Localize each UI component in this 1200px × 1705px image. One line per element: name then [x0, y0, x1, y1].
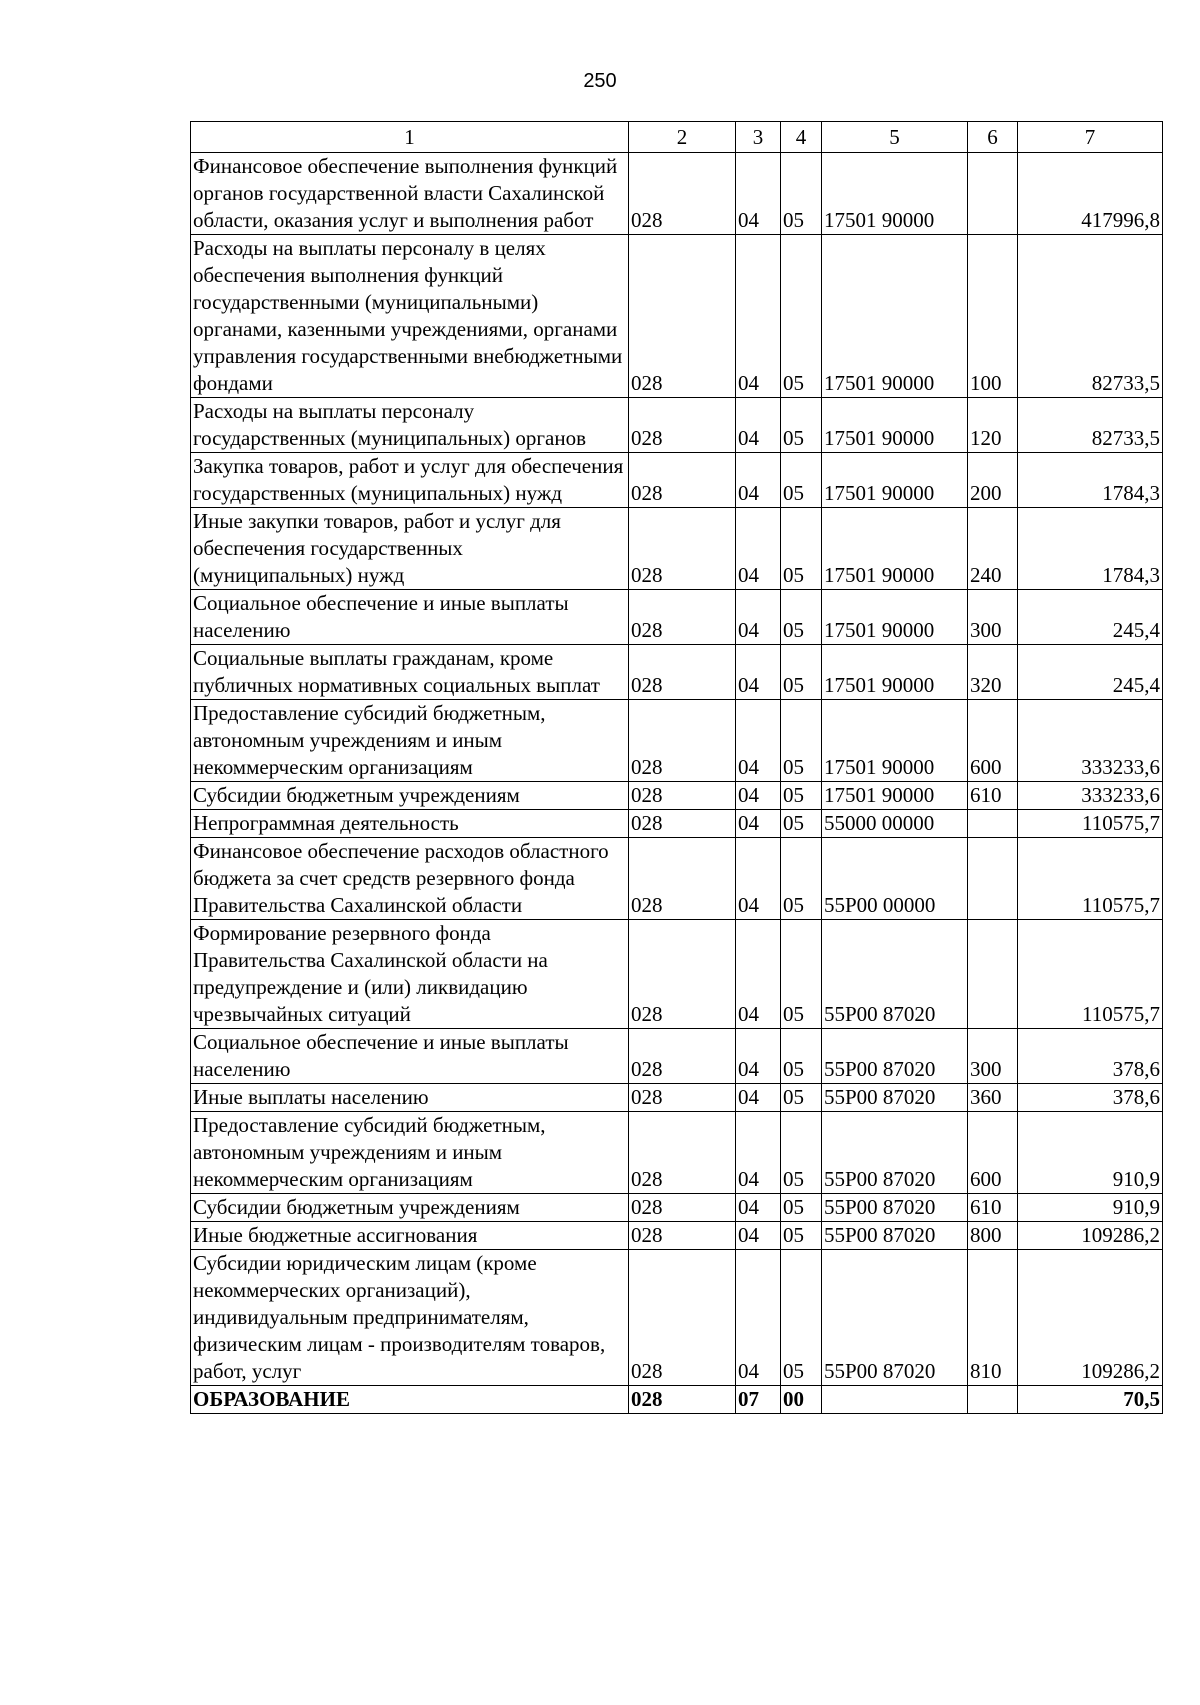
row-target-article-cell: 55Р00 00000 — [822, 838, 968, 920]
row-name-cell: Иные бюджетные ассигнования — [191, 1222, 629, 1250]
row-amount-cell: 109286,2 — [1018, 1222, 1163, 1250]
row-section-cell: 04 — [736, 920, 781, 1029]
row-name-cell: Социальные выплаты гражданам, кроме публичных нормативных социальных выплат — [191, 645, 629, 700]
table-row — [191, 398, 1163, 453]
row-section-cell: 04 — [736, 1222, 781, 1250]
column-header: 6 — [968, 122, 1018, 153]
row-name-cell: Финансовое обеспечение расходов областного бюджета за счет средств резервного фонда Правительства Сахалинской области — [191, 838, 629, 920]
row-target-article-cell: 55000 00000 — [822, 810, 968, 838]
table-row — [191, 1194, 1163, 1222]
row-expense-type-cell: 610 — [968, 1194, 1018, 1222]
row-subsection-cell: 05 — [781, 153, 822, 235]
row-expense-type-cell: 100 — [968, 235, 1018, 398]
row-section-cell: 04 — [736, 590, 781, 645]
row-section-cell: 04 — [736, 508, 781, 590]
row-name-cell: Формирование резервного фонда Правительства Сахалинской области на предупреждение и (или) ликвидацию чрезвычайных ситуаций — [191, 920, 629, 1029]
row-subsection-cell: 05 — [781, 1084, 822, 1112]
row-subsection-cell: 05 — [781, 1222, 822, 1250]
table-row — [191, 235, 1163, 398]
row-subsection-cell: 05 — [781, 782, 822, 810]
row-subsection-cell: 05 — [781, 590, 822, 645]
row-target-article-cell: 17501 90000 — [822, 398, 968, 453]
row-ved-cell: 028 — [629, 920, 736, 1029]
header-row — [191, 122, 1163, 153]
row-section-cell: 04 — [736, 645, 781, 700]
row-amount-cell: 110575,7 — [1018, 838, 1163, 920]
column-header: 2 — [629, 122, 736, 153]
row-ved-cell: 028 — [629, 1112, 736, 1194]
row-expense-type-cell: 300 — [968, 590, 1018, 645]
table-row — [191, 1112, 1163, 1194]
row-amount-cell: 1784,3 — [1018, 453, 1163, 508]
row-expense-type-cell: 360 — [968, 1084, 1018, 1112]
row-target-article-cell: 17501 90000 — [822, 235, 968, 398]
row-target-article-cell: 17501 90000 — [822, 645, 968, 700]
row-expense-type-cell — [968, 920, 1018, 1029]
row-section-cell: 04 — [736, 1084, 781, 1112]
row-expense-type-cell: 120 — [968, 398, 1018, 453]
table-row — [191, 508, 1163, 590]
row-ved-cell: 028 — [629, 398, 736, 453]
row-ved-cell: 028 — [629, 700, 736, 782]
row-section-cell: 04 — [736, 1029, 781, 1084]
row-name-cell: Закупка товаров, работ и услуг для обеспечения государственных (муниципальных) нужд — [191, 453, 629, 508]
row-amount-cell: 417996,8 — [1018, 153, 1163, 235]
budget-table — [190, 121, 1163, 1414]
table-row — [191, 920, 1163, 1029]
row-name-cell: Расходы на выплаты персоналу в целях обеспечения выполнения функций государственными (муниципальными) органами, казенными учреждениями, органами управления государственными внебюджетными фондами — [191, 235, 629, 398]
row-expense-type-cell: 320 — [968, 645, 1018, 700]
row-name-cell: Субсидии юридическим лицам (кроме некоммерческих организаций), индивидуальным предпринимателям, физическим лицам - производителям товаров, работ, услуг — [191, 1250, 629, 1386]
row-section-cell: 04 — [736, 453, 781, 508]
table-row — [191, 700, 1163, 782]
row-subsection-cell: 05 — [781, 235, 822, 398]
row-subsection-cell: 05 — [781, 920, 822, 1029]
row-ved-cell: 028 — [629, 1084, 736, 1112]
row-name-cell: Социальное обеспечение и иные выплаты населению — [191, 1029, 629, 1084]
row-name-cell: Предоставление субсидий бюджетным, автономным учреждениям и иным некоммерческим организациям — [191, 700, 629, 782]
row-amount-cell: 1784,3 — [1018, 508, 1163, 590]
row-target-article-cell: 17501 90000 — [822, 782, 968, 810]
row-name-cell: Расходы на выплаты персоналу государственных (муниципальных) органов — [191, 398, 629, 453]
row-ved-cell: 028 — [629, 782, 736, 810]
row-ved-cell: 028 — [629, 1029, 736, 1084]
table-row — [191, 782, 1163, 810]
row-target-article-cell: 17501 90000 — [822, 508, 968, 590]
row-name-cell: Предоставление субсидий бюджетным, автономным учреждениям и иным некоммерческим организациям — [191, 1112, 629, 1194]
row-subsection-cell: 05 — [781, 700, 822, 782]
row-target-article-cell: 55Р00 87020 — [822, 1222, 968, 1250]
row-section-cell: 07 — [736, 1386, 781, 1414]
row-expense-type-cell: 610 — [968, 782, 1018, 810]
row-subsection-cell: 05 — [781, 1194, 822, 1222]
row-section-cell: 04 — [736, 398, 781, 453]
row-subsection-cell: 05 — [781, 508, 822, 590]
row-amount-cell: 82733,5 — [1018, 235, 1163, 398]
row-target-article-cell: 55Р00 87020 — [822, 1112, 968, 1194]
table-row — [191, 453, 1163, 508]
row-subsection-cell: 05 — [781, 398, 822, 453]
table-row — [191, 810, 1163, 838]
row-target-article-cell: 55Р00 87020 — [822, 920, 968, 1029]
row-target-article-cell — [822, 1386, 968, 1414]
row-expense-type-cell: 600 — [968, 1112, 1018, 1194]
row-subsection-cell: 05 — [781, 810, 822, 838]
table-row — [191, 1222, 1163, 1250]
column-header: 3 — [736, 122, 781, 153]
column-header: 4 — [781, 122, 822, 153]
row-name-cell: Субсидии бюджетным учреждениям — [191, 1194, 629, 1222]
row-amount-cell: 109286,2 — [1018, 1250, 1163, 1386]
table-row — [191, 590, 1163, 645]
row-name-cell: Иные закупки товаров, работ и услуг для обеспечения государственных (муниципальных) нужд — [191, 508, 629, 590]
table-row — [191, 838, 1163, 920]
row-name-cell: Финансовое обеспечение выполнения функций органов государственной власти Сахалинской области, оказания услуг и выполнения работ — [191, 153, 629, 235]
column-header: 1 — [191, 122, 629, 153]
row-amount-cell: 110575,7 — [1018, 920, 1163, 1029]
row-amount-cell: 333233,6 — [1018, 700, 1163, 782]
row-section-cell: 04 — [736, 700, 781, 782]
row-expense-type-cell: 300 — [968, 1029, 1018, 1084]
column-header: 7 — [1018, 122, 1163, 153]
row-ved-cell: 028 — [629, 1250, 736, 1386]
row-amount-cell: 333233,6 — [1018, 782, 1163, 810]
row-name-cell: Социальное обеспечение и иные выплаты населению — [191, 590, 629, 645]
row-target-article-cell: 55Р00 87020 — [822, 1194, 968, 1222]
column-header: 5 — [822, 122, 968, 153]
row-ved-cell: 028 — [629, 645, 736, 700]
row-expense-type-cell: 810 — [968, 1250, 1018, 1386]
row-subsection-cell: 05 — [781, 453, 822, 508]
row-section-cell: 04 — [736, 1250, 781, 1386]
row-section-cell: 04 — [736, 838, 781, 920]
row-ved-cell: 028 — [629, 810, 736, 838]
row-amount-cell: 910,9 — [1018, 1112, 1163, 1194]
row-expense-type-cell: 240 — [968, 508, 1018, 590]
row-ved-cell: 028 — [629, 1222, 736, 1250]
row-expense-type-cell: 200 — [968, 453, 1018, 508]
row-amount-cell: 378,6 — [1018, 1029, 1163, 1084]
row-ved-cell: 028 — [629, 1194, 736, 1222]
row-amount-cell: 70,5 — [1018, 1386, 1163, 1414]
row-target-article-cell: 17501 90000 — [822, 153, 968, 235]
row-subsection-cell: 05 — [781, 838, 822, 920]
row-ved-cell: 028 — [629, 508, 736, 590]
row-section-cell: 04 — [736, 1112, 781, 1194]
table-body — [191, 122, 1163, 1414]
table-row — [191, 1029, 1163, 1084]
row-subsection-cell: 05 — [781, 1029, 822, 1084]
row-subsection-cell: 05 — [781, 1112, 822, 1194]
row-expense-type-cell — [968, 810, 1018, 838]
row-amount-cell: 82733,5 — [1018, 398, 1163, 453]
row-expense-type-cell — [968, 153, 1018, 235]
row-ved-cell: 028 — [629, 838, 736, 920]
row-section-cell: 04 — [736, 810, 781, 838]
row-amount-cell: 378,6 — [1018, 1084, 1163, 1112]
row-expense-type-cell: 600 — [968, 700, 1018, 782]
row-name-cell: Иные выплаты населению — [191, 1084, 629, 1112]
row-amount-cell: 245,4 — [1018, 590, 1163, 645]
row-subsection-cell: 05 — [781, 645, 822, 700]
row-amount-cell: 110575,7 — [1018, 810, 1163, 838]
row-subsection-cell: 00 — [781, 1386, 822, 1414]
row-ved-cell: 028 — [629, 590, 736, 645]
page-number: 250 — [583, 70, 617, 92]
row-section-cell: 04 — [736, 782, 781, 810]
row-target-article-cell: 17501 90000 — [822, 453, 968, 508]
table-row — [191, 1386, 1163, 1414]
table-row — [191, 645, 1163, 700]
row-expense-type-cell — [968, 1386, 1018, 1414]
row-section-cell: 04 — [736, 1194, 781, 1222]
row-amount-cell: 245,4 — [1018, 645, 1163, 700]
row-ved-cell: 028 — [629, 153, 736, 235]
row-expense-type-cell: 800 — [968, 1222, 1018, 1250]
row-target-article-cell: 17501 90000 — [822, 700, 968, 782]
row-ved-cell: 028 — [629, 453, 736, 508]
row-target-article-cell: 17501 90000 — [822, 590, 968, 645]
row-ved-cell: 028 — [629, 235, 736, 398]
row-amount-cell: 910,9 — [1018, 1194, 1163, 1222]
row-subsection-cell: 05 — [781, 1250, 822, 1386]
row-target-article-cell: 55Р00 87020 — [822, 1250, 968, 1386]
row-name-cell: ОБРАЗОВАНИЕ — [191, 1386, 629, 1414]
row-ved-cell: 028 — [629, 1386, 736, 1414]
row-target-article-cell: 55Р00 87020 — [822, 1084, 968, 1112]
row-section-cell: 04 — [736, 153, 781, 235]
table-row — [191, 153, 1163, 235]
table-row — [191, 1250, 1163, 1386]
row-target-article-cell: 55Р00 87020 — [822, 1029, 968, 1084]
row-name-cell: Непрограммная деятельность — [191, 810, 629, 838]
row-section-cell: 04 — [736, 235, 781, 398]
row-name-cell: Субсидии бюджетным учреждениям — [191, 782, 629, 810]
table-row — [191, 1084, 1163, 1112]
row-expense-type-cell — [968, 838, 1018, 920]
